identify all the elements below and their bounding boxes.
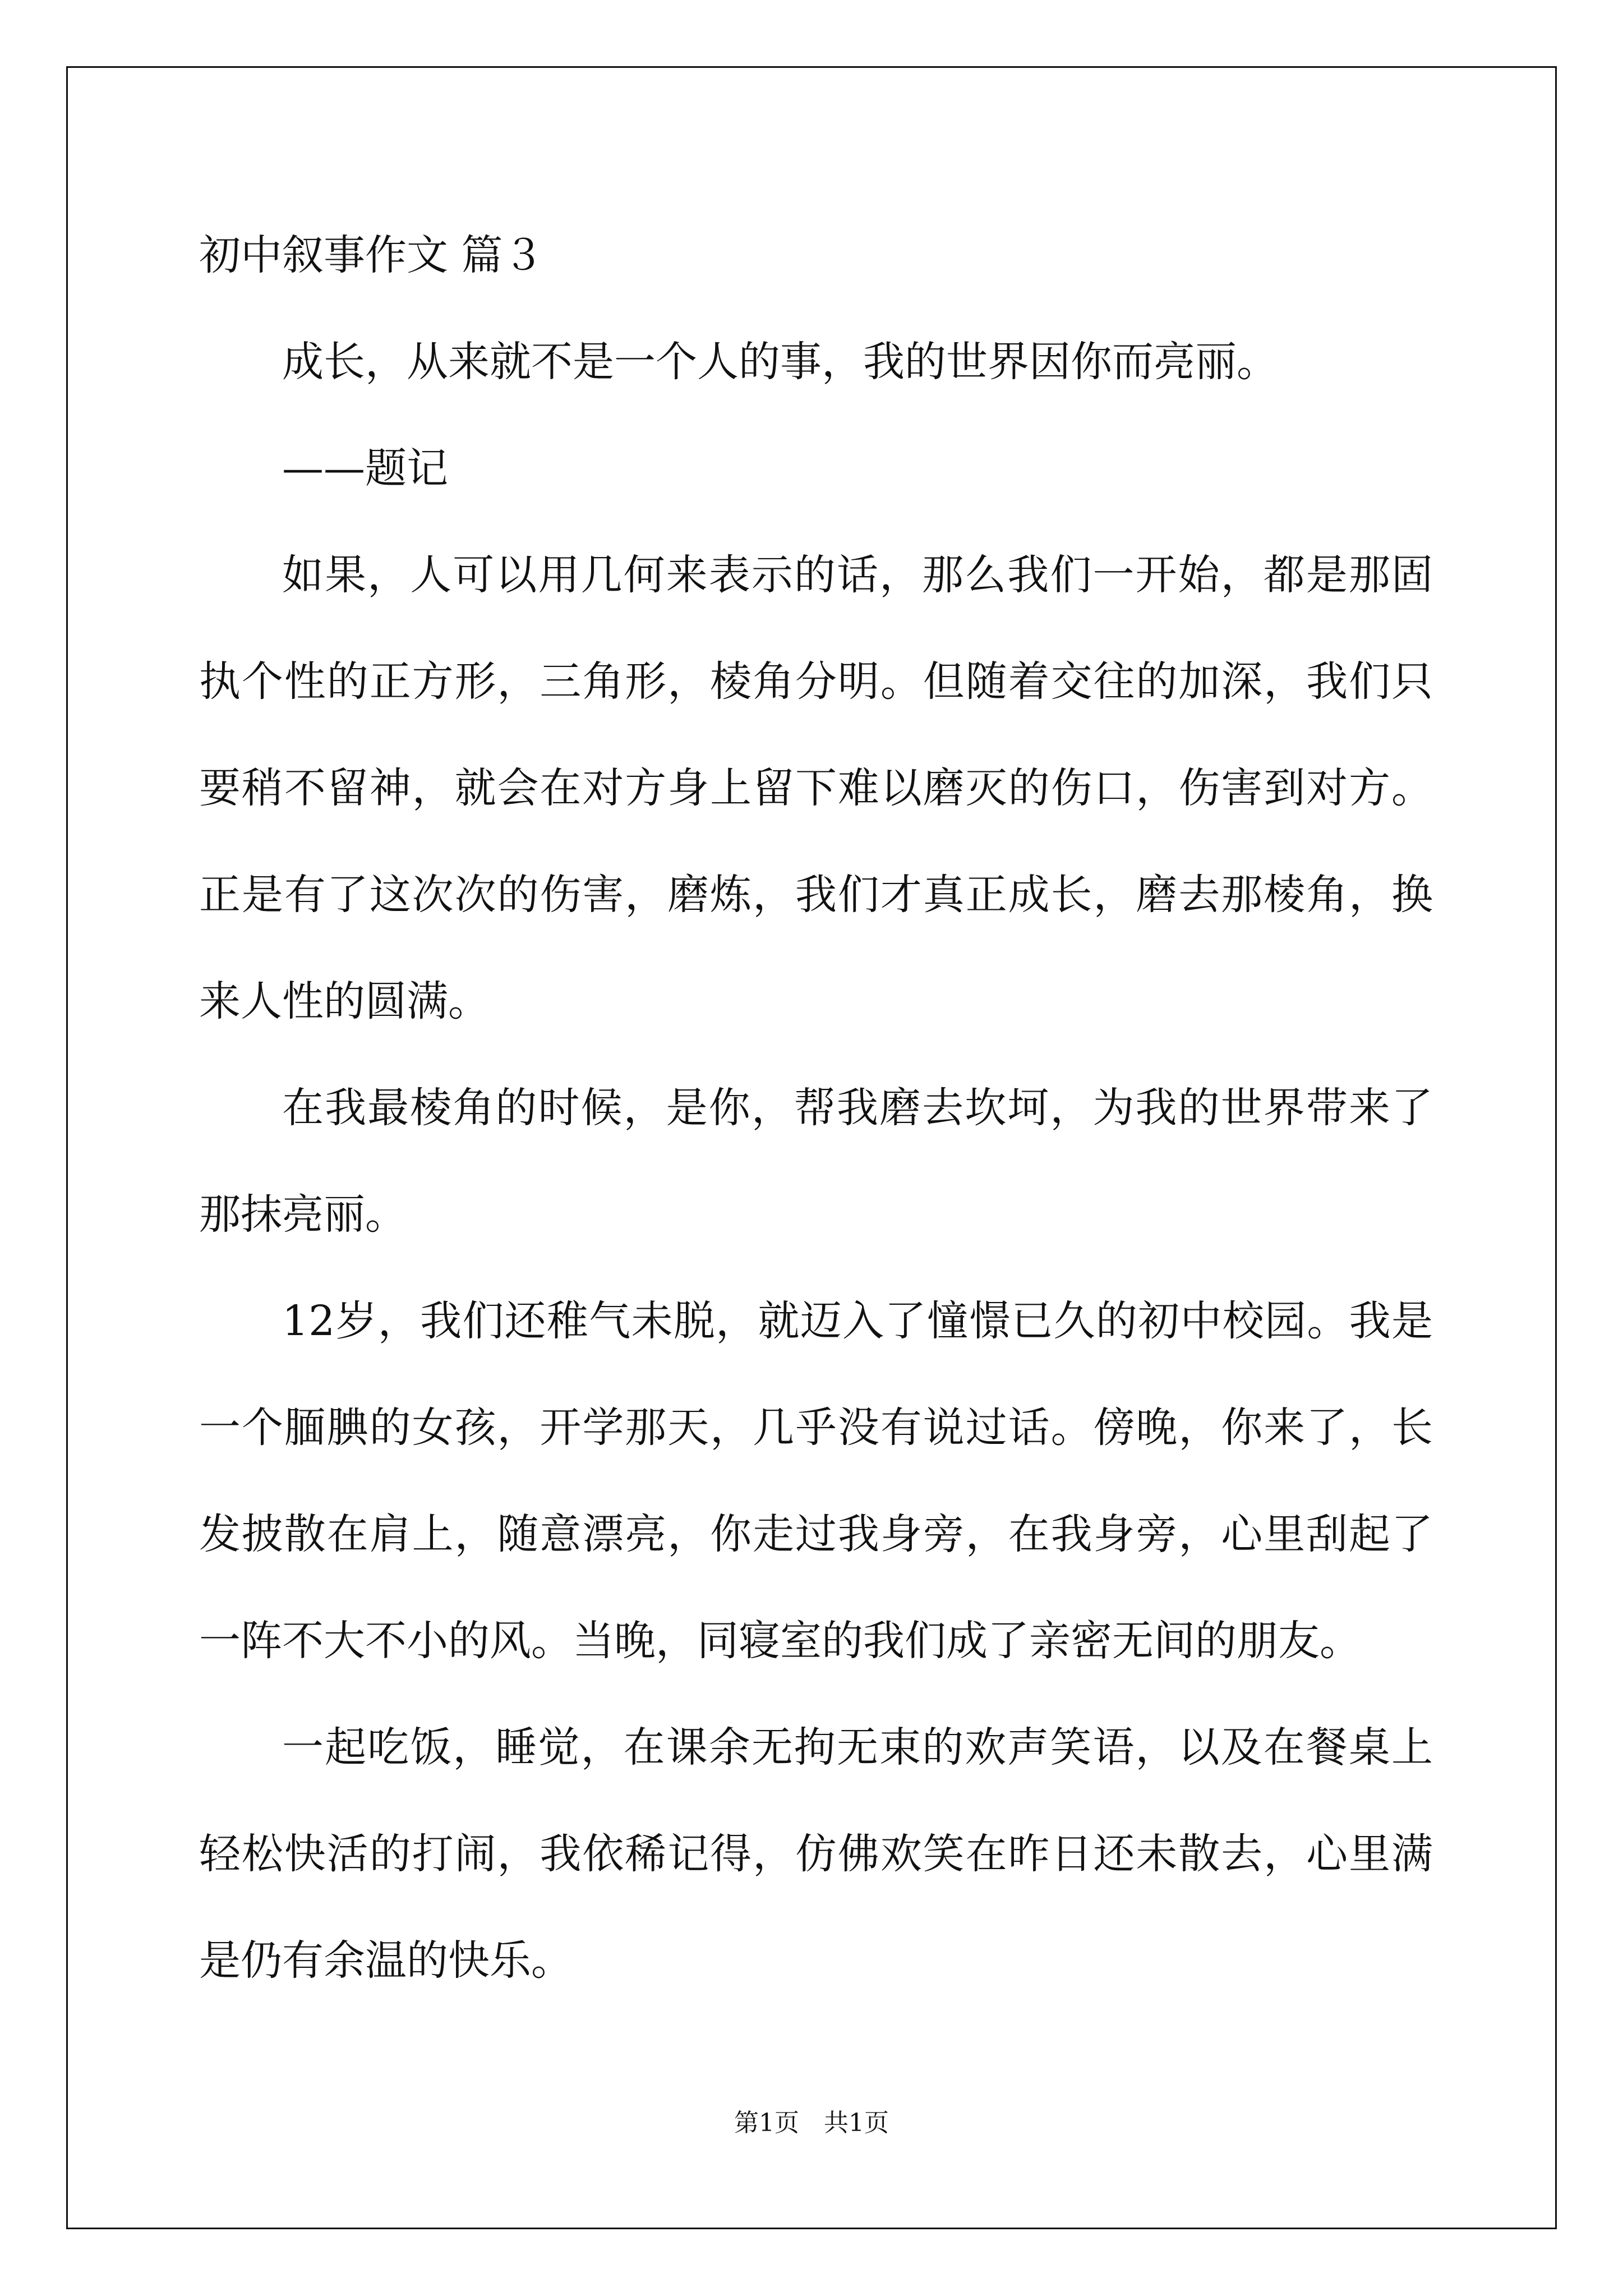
- page-footer: 第1页 共1页: [734, 2109, 889, 2137]
- paragraph: 一起吃饭，睡觉，在课余无拘无束的欢声笑语，以及在餐桌上轻松快活的打闹，我依稀记得，仿佛欢笑在昨日还未散去，心里满是仍有余温的快乐。: [199, 1723, 1433, 1985]
- paragraph-epigraph-attribution: ——题记: [282, 444, 448, 493]
- paragraph-epigraph: 成长，从来就不是一个人的事，我的世界因你而亮丽。: [282, 338, 1278, 386]
- paragraph: 如果，人可以用几何来表示的话，那么我们一开始，都是那固执个性的正方形，三角形，棱角分明。但随着交往的加深，我们只要稍不留神，就会在对方身上留下难以磨灭的伤口，伤害到对方。正是有了这次次的伤害，磨炼，我们才真正成长，磨去那棱角，换来人性的圆满。: [199, 551, 1433, 1025]
- paragraph: 在我最棱角的时候，是你，帮我磨去坎坷，为我的世界带来了那抹亮丽。: [199, 1084, 1433, 1239]
- paragraph: 12岁，我们还稚气未脱，就迈入了憧憬已久的初中校园。我是一个腼腆的女孩，开学那天，几乎没有说过话。傍晚，你来了，长发披散在肩上，随意漂亮，你走过我身旁，在我身旁，心里刮起了一阵不大不小的风。当晚，同寝室的我们成了亲密无间的朋友。: [199, 1297, 1433, 1665]
- document-title: 初中叙事作文 篇３: [199, 231, 545, 279]
- document-body: [199, 202, 1433, 2014]
